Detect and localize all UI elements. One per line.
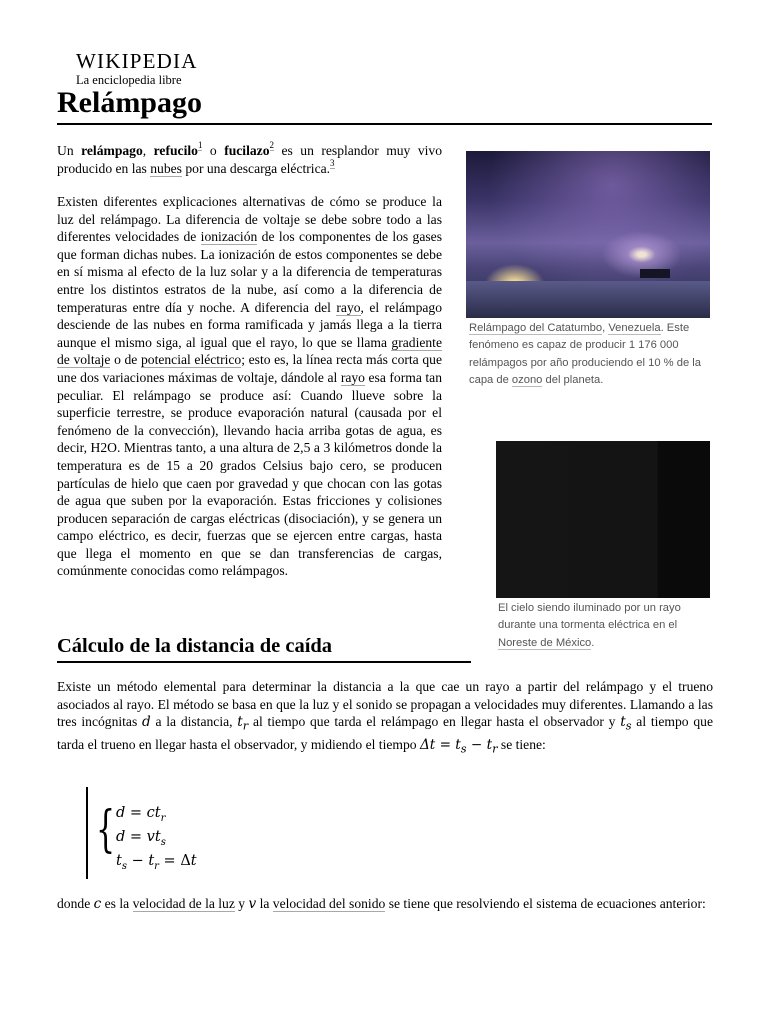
text: donde — [57, 896, 94, 911]
math-symbol: − t — [466, 736, 493, 753]
text: esa forma tan peculiar. El relámpago se produce así: Cuando llueve sobre la superficie terrestre, se produce evaporación natural (causada por el fenómeno de la convección), llevando hacia arriba gotas de agua, es decir, H2O. Mientras tanto, a una altura de 2,5 a 3 kilómetros donde la temperatura es de 15 a 20 grados Celsius bajo cero, se producen partículas de hielo que caen por gravedad y que chocan con las gotas de agua que suben por la evaporación. Estas fricciones y colisiones producen separación de cargas eléctricas (disociación), y se genera un campo eléctrico, es decir, fuerzas que se ejercen entre cargas, hasta que llega el momento en que se dan transferencias de cargas, comúnmente conocidas como relámpagos. — [57, 369, 443, 579]
math-symbol: t — [620, 714, 626, 731]
link-rayo[interactable]: rayo — [336, 299, 361, 315]
math-operator: = — [125, 805, 147, 821]
logo-wordmark: WIKIPEDIA — [76, 49, 198, 73]
link-rayo[interactable]: rayo — [340, 369, 365, 385]
text: se tiene: — [497, 736, 546, 752]
equation-system — [86, 787, 197, 879]
link-ozono[interactable]: ozono — [511, 373, 543, 386]
reference-link[interactable]: 3 — [330, 158, 335, 169]
term-relampago: relámpago — [81, 143, 143, 158]
term-refucilo: refucilo — [153, 143, 198, 158]
text: , el relámpago desciende de las nubes en forma ramificada y jamás llega a la tierra aunque el mismo siga, al igual que el rayo, lo que se llama — [57, 299, 442, 350]
math-symbol: vt — [146, 828, 161, 845]
link-potencial-electrico[interactable]: potencial eléctrico — [140, 352, 242, 368]
equation-line-1 — [116, 804, 197, 828]
text: la — [256, 896, 273, 911]
math-symbol: t — [148, 852, 155, 869]
math-tr — [237, 714, 249, 733]
math-subscript: s — [121, 860, 127, 872]
math-ts — [620, 714, 632, 733]
text: es un resplandor muy vivo producido en las — [57, 143, 443, 176]
term-fucilazo: fucilazo — [224, 143, 270, 158]
reference-3[interactable] — [330, 158, 335, 168]
math-delta-t — [419, 736, 498, 756]
text: . Este fenómeno es capaz de producir 1 176 000 relámpagos por año produciendo el 10 % de la capa de — [469, 322, 701, 386]
math-symbol: d — [116, 828, 126, 845]
text: Existe un método elemental para determinar la distancia a la que cae un rayo a partir del relámpago y el trueno asociados al rayo. El método se basa en que la luz y el sonido se propagan a velocidades muy diferentes. Llamando a las tres incógnitas — [57, 679, 713, 730]
wikipedia-logo[interactable] — [76, 50, 198, 87]
logo-tagline: La enciclopedia libre — [76, 73, 182, 87]
math-subscript: r — [242, 718, 249, 733]
text: se tiene que resolviendo el sistema de ecuaciones anterior: — [385, 896, 706, 911]
section-heading: Cálculo de la distancia de caída — [57, 633, 471, 663]
text: es la — [101, 896, 133, 911]
text: , — [142, 143, 154, 158]
math-symbol: t — [190, 852, 197, 869]
math-symbol: t — [116, 852, 122, 869]
math-subscript: r — [154, 860, 159, 872]
link-velocidad-del-sonido[interactable]: velocidad del sonido — [272, 896, 386, 911]
link-velocidad-de-la-luz[interactable]: velocidad de la luz — [132, 896, 235, 911]
left-brace: { — [96, 800, 116, 858]
math-subscript: s — [625, 718, 632, 733]
text: y — [234, 896, 249, 911]
math-operator: − — [126, 852, 149, 869]
equation-line-3 — [116, 852, 197, 876]
math-symbol: Δt = t — [419, 736, 461, 753]
math-symbol: ct — [146, 805, 161, 821]
text: al tiempo que tarda el trueno en llegar hasta el observador, y midiendo el tiempo — [57, 714, 713, 752]
math-symbol: d — [116, 805, 126, 821]
reference-link[interactable]: 2 — [269, 140, 274, 151]
text: al tiempo que tarda el relámpago en llegar hasta el observador y — [248, 714, 621, 730]
stilt-house — [640, 269, 670, 278]
catatumbo-lightning-image[interactable] — [466, 151, 710, 318]
math-subscript: r — [492, 741, 498, 756]
figure-caption — [469, 320, 709, 389]
math-symbol: t — [237, 714, 243, 731]
text: Un — [57, 143, 82, 158]
section-paragraph — [57, 678, 713, 758]
text: , — [602, 322, 609, 334]
link-venezuela[interactable]: Venezuela — [608, 322, 661, 334]
math-d: d — [142, 714, 151, 731]
intro-paragraph — [57, 142, 442, 177]
link-ionizacion[interactable]: ionización — [200, 229, 258, 245]
text: . — [591, 636, 595, 649]
section-paragraph — [57, 895, 713, 914]
text: a la distancia, — [150, 714, 238, 730]
text: El cielo siendo iluminado por un rayo durante una tormenta eléctrica en el — [498, 602, 681, 632]
text: del planeta. — [542, 373, 604, 386]
math-subscript: s — [460, 741, 467, 756]
figure-caption — [498, 600, 712, 652]
reference-1[interactable] — [198, 140, 203, 150]
text: o de — [110, 352, 141, 368]
text: ; esto es, la línea recta más corta que une dos variaciones máximas de voltaje, dándole al — [57, 352, 442, 385]
link-gradiente-de-voltaje[interactable]: gradiente de voltaje — [57, 334, 442, 368]
equation-line-2 — [116, 828, 197, 852]
lake-water — [466, 281, 710, 318]
math-c: c — [93, 896, 102, 912]
link-noreste-de-mexico[interactable]: Noreste de México — [498, 636, 592, 649]
math-operator: = — [125, 828, 147, 845]
link-relampago-del-catatumbo[interactable]: Relámpago del Catatumbo — [469, 322, 603, 334]
text: de los componentes de los gases que forman dichas nubes. La ionización de estos componentes se debe en sí misma al efecto de la luz solar y a la diferencia de temperaturas entre los distintos estratos de la nube, así como a la diferencia de temperaturas entre día y noche. A diferencia del — [57, 229, 442, 315]
page-title: Relámpago — [57, 84, 712, 125]
math-v: v — [248, 896, 257, 912]
night-sky-lightning-image[interactable] — [496, 441, 710, 598]
math-subscript: s — [160, 836, 166, 848]
math-operator: = Δ — [158, 852, 191, 869]
link-nubes[interactable]: nubes — [150, 160, 182, 176]
reference-2[interactable] — [270, 140, 275, 150]
reference-link[interactable]: 1 — [197, 140, 203, 151]
text: o — [202, 143, 225, 158]
text: por una descarga eléctrica. — [181, 160, 331, 176]
math-subscript: r — [160, 812, 166, 824]
body-paragraph — [57, 193, 442, 580]
equation-lines — [116, 804, 197, 876]
text: Existen diferentes explicaciones alternativas de cómo se produce la luz del relámpago. La diferencia de voltaje se debe sobre todo a las diferentes velocidades de — [57, 194, 442, 245]
